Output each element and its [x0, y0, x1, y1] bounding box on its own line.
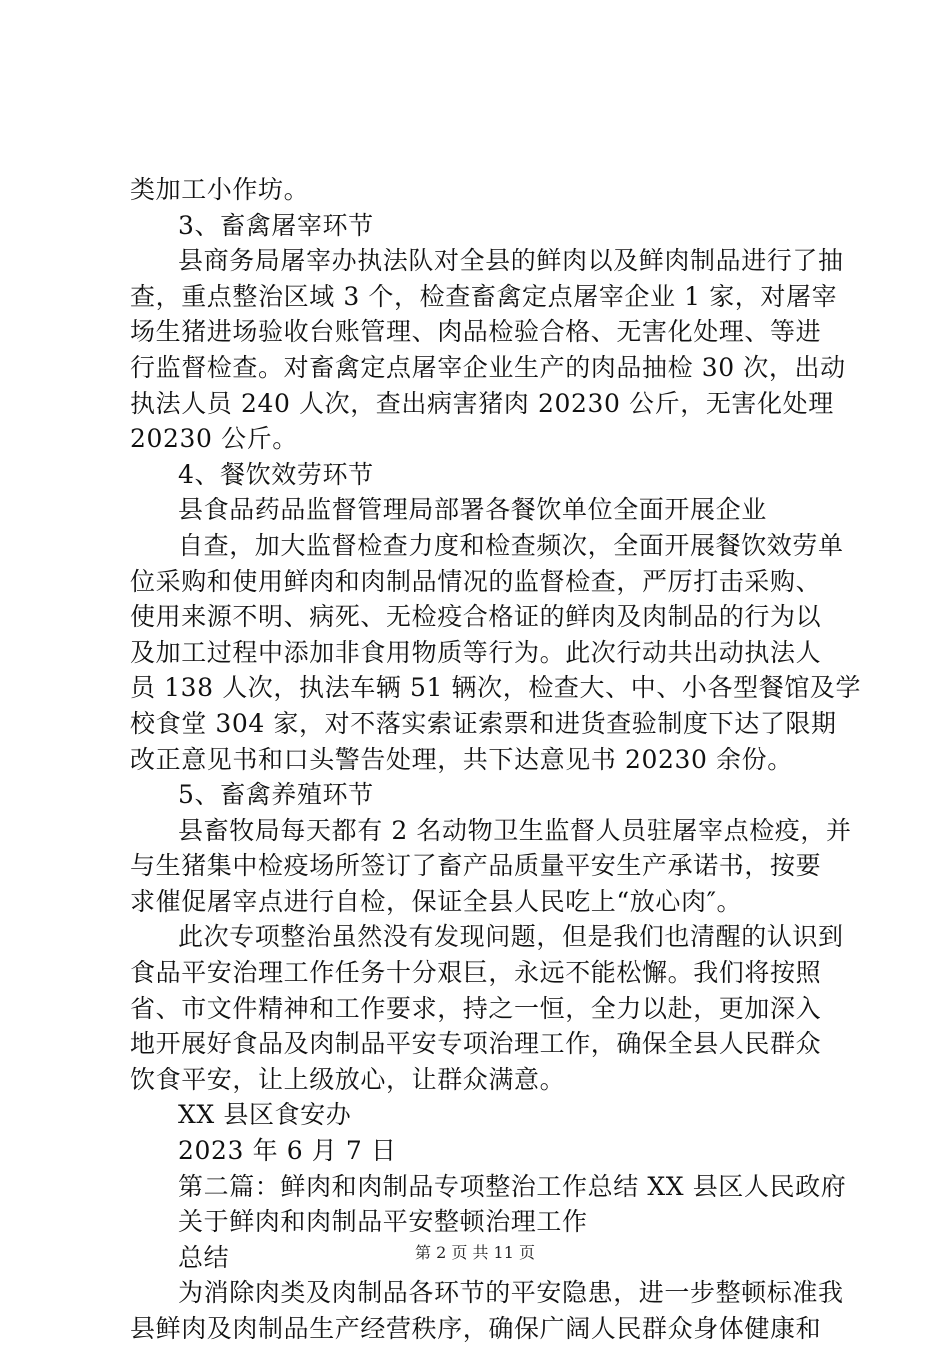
text-line: 县食品药品监督管理局部署各餐饮单位全面开展企业 [178, 495, 767, 525]
text-line: 校食堂 304 家，对不落实索证索票和进货查验制度下达了限期 [130, 708, 837, 738]
text-line: 地开展好食品及肉制品平安专项治理工作，确保全县人民群众 [130, 1029, 822, 1059]
text-line: 县商务局屠宰办执法队对全县的鲜肉以及鲜肉制品进行了抽 [178, 246, 844, 276]
text-line: 饮食平安，让上级放心，让群众满意。 [130, 1064, 566, 1094]
text-line: 此次专项整治虽然没有发现问题，但是我们也清醒的认识到 [178, 922, 844, 952]
section-title: 第二篇：鲜肉和肉制品专项整治工作总结 XX 县区人民政府 [178, 1171, 847, 1201]
text-line: 自查，加大监督检查力度和检查频次，全面开展餐饮效劳单 [178, 530, 844, 560]
text-line: 查，重点整治区域 3 个，检查畜禽定点屠宰企业 1 家，对屠宰 [130, 281, 838, 311]
section-heading: 4、餐饮效劳环节 [178, 459, 374, 489]
section-title: 总结 [178, 1242, 230, 1272]
section-heading: 3、畜禽屠宰环节 [178, 210, 374, 240]
text-line: 使用来源不明、病死、无检疫合格证的鲜肉及肉制品的行为以 [130, 602, 822, 632]
section-heading: 5、畜禽养殖环节 [178, 780, 374, 810]
document-body [130, 172, 862, 1347]
page-number: 第 2 页 共 11 页 [415, 1243, 535, 1262]
text-line: 位采购和使用鲜肉和肉制品情况的监督检查，严厉打击采购、 [130, 566, 822, 596]
text-line: 行监督检查。对畜禽定点屠宰企业生产的肉品抽检 30 次，出动 [130, 352, 846, 382]
text-line: 及加工过程中添加非食用物质等行为。此次行动共出动执法人 [130, 637, 822, 667]
text-line: 求催促屠宰点进行自检，保证全县人民吃上“放心肉″。 [130, 886, 743, 916]
text-line: 20230 公斤。 [130, 424, 298, 454]
text-line: 与生猪集中检疫场所签订了畜产品质量平安生产承诺书，按要 [130, 851, 822, 881]
text-line: 县畜牧局每天都有 2 名动物卫生监督人员驻屠宰点检疫，并 [178, 815, 852, 845]
text-line: 改正意见书和口头警告处理，共下达意见书 20230 余份。 [130, 744, 793, 774]
text-line: 省、市文件精神和工作要求，持之一恒，全力以赴，更加深入 [130, 993, 822, 1023]
text-line: 为消除肉类及肉制品各环节的平安隐患，进一步整顿标准我 [178, 1278, 844, 1308]
text-line: 食品平安治理工作任务十分艰巨，永远不能松懈。我们将按照 [130, 958, 822, 988]
text-line: 类加工小作坊。 [130, 175, 310, 204]
text-line: 场生猪进场验收台账管理、肉品检验合格、无害化处理、等进 [130, 317, 822, 347]
text-line: 县鲜肉及肉制品生产经营秩序，确保广阔人民群众身体健康和 [130, 1314, 822, 1343]
text-line: 员 138 人次，执法车辆 51 辆次，检查大、中、小各型餐馆及学 [130, 673, 862, 703]
section-title: 关于鲜肉和肉制品平安整顿治理工作 [178, 1207, 588, 1237]
text-line: 执法人员 240 人次，查出病害猪肉 20230 公斤，无害化处理 [130, 388, 834, 418]
signature-org: XX 县区食安办 [178, 1100, 352, 1130]
signature-date: 2023 年 6 月 7 日 [178, 1136, 397, 1166]
